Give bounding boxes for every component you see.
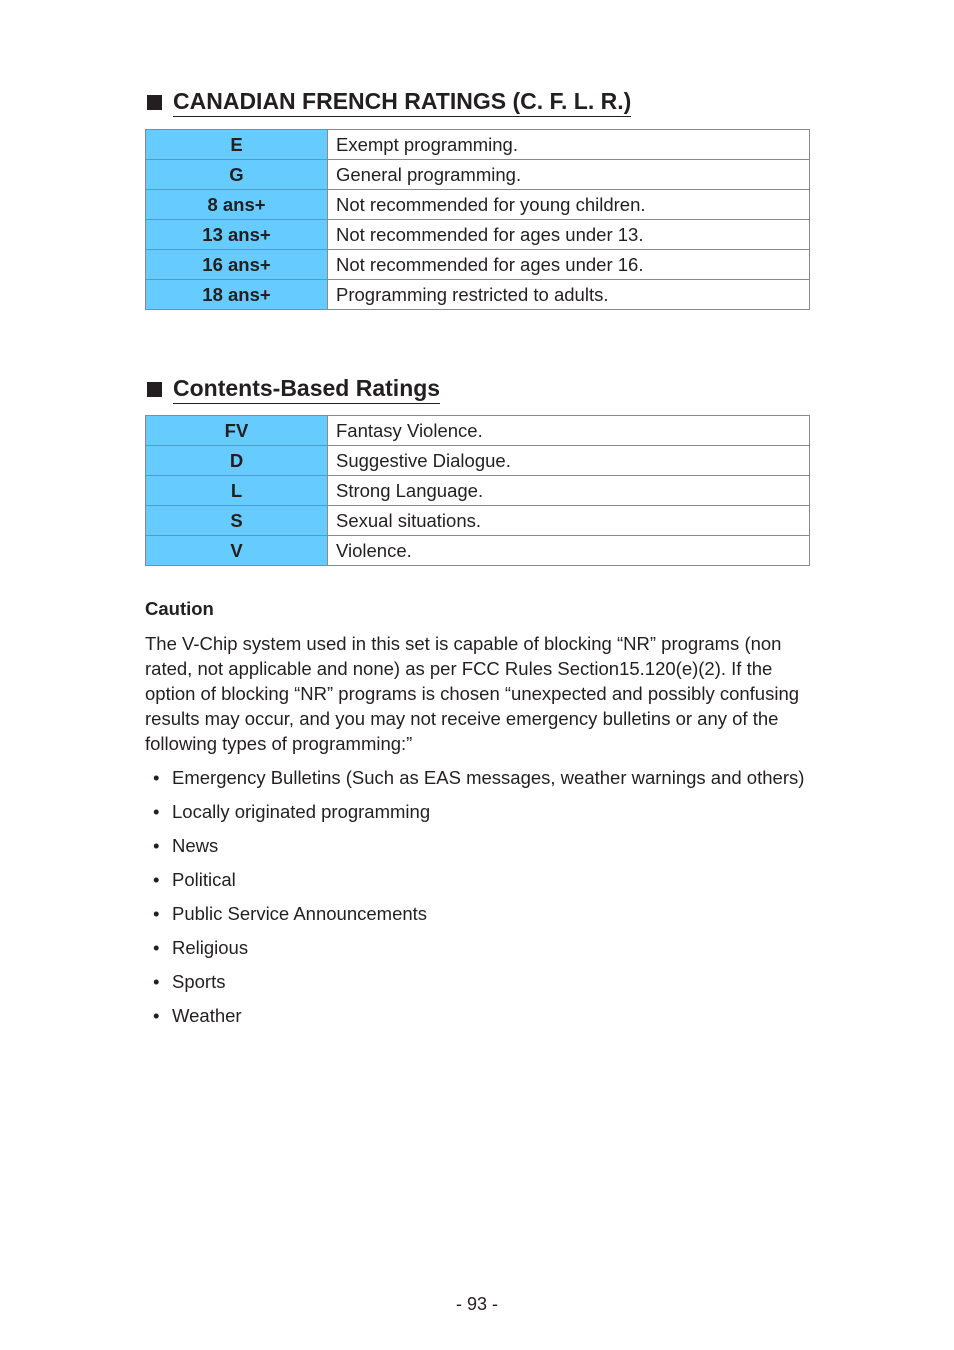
- rating-code: 16 ans+: [146, 250, 328, 280]
- table-row: [146, 220, 810, 250]
- table-row: [146, 476, 810, 506]
- list-item: • Emergency Bulletins (Such as EAS messages, weather warnings and others): [145, 765, 825, 790]
- rating-code: 13 ans+: [146, 220, 328, 250]
- programming-types-list: [145, 765, 825, 1037]
- table-row: [146, 250, 810, 280]
- caution-text: The V-Chip system used in this set is capable of blocking “NR” programs (non rated, not applicable and none) as per FCC Rules Section15.120(e)(2). If the option of blocking “NR” programs is chosen “unexpected and possibly confusing results may occur, and you may not receive emergency bulletins or any of the following types of programming:”: [145, 633, 800, 754]
- rating-code: 8 ans+: [146, 190, 328, 220]
- rating-description: Exempt programming.: [328, 130, 810, 160]
- rating-code: G: [146, 160, 328, 190]
- rating-description: Not recommended for ages under 16.: [328, 250, 810, 280]
- rating-code: D: [146, 446, 328, 476]
- caution-heading: Caution: [145, 598, 214, 619]
- rating-code: S: [146, 506, 328, 536]
- section-heading-cflr: CANADIAN FRENCH RATINGS (C. F. L. R.): [147, 88, 631, 117]
- rating-description: Programming restricted to adults.: [328, 280, 810, 310]
- contents-ratings-table: [145, 415, 810, 566]
- table-row: [146, 446, 810, 476]
- rating-description: Fantasy Violence.: [328, 416, 810, 446]
- table-row: [146, 280, 810, 310]
- table-row: [146, 130, 810, 160]
- rating-code: 18 ans+: [146, 280, 328, 310]
- list-item: • Weather: [145, 1003, 825, 1028]
- rating-description: Sexual situations.: [328, 506, 810, 536]
- rating-description: Not recommended for ages under 13.: [328, 220, 810, 250]
- rating-description: Suggestive Dialogue.: [328, 446, 810, 476]
- list-item: • Religious: [145, 935, 825, 960]
- table-row: [146, 536, 810, 566]
- list-item: • Sports: [145, 969, 825, 994]
- table-row: [146, 190, 810, 220]
- list-item: • Locally originated programming: [145, 799, 825, 824]
- rating-description: Not recommended for young children.: [328, 190, 810, 220]
- cflr-ratings-table: [145, 129, 810, 310]
- rating-description: General programming.: [328, 160, 810, 190]
- table-row: [146, 506, 810, 536]
- rating-code: V: [146, 536, 328, 566]
- list-item: • Public Service Announcements: [145, 901, 825, 926]
- square-bullet-icon: [147, 95, 162, 110]
- list-item: • News: [145, 833, 825, 858]
- section-heading-contents: Contents-Based Ratings: [147, 375, 440, 404]
- rating-description: Strong Language.: [328, 476, 810, 506]
- rating-description: Violence.: [328, 536, 810, 566]
- page-number: - 93 -: [455, 1294, 498, 1314]
- rating-code: L: [146, 476, 328, 506]
- table-row: [146, 160, 810, 190]
- list-item: • Political: [145, 867, 825, 892]
- rating-code: FV: [146, 416, 328, 446]
- rating-code: E: [146, 130, 328, 160]
- square-bullet-icon: [147, 382, 162, 397]
- table-row: [146, 416, 810, 446]
